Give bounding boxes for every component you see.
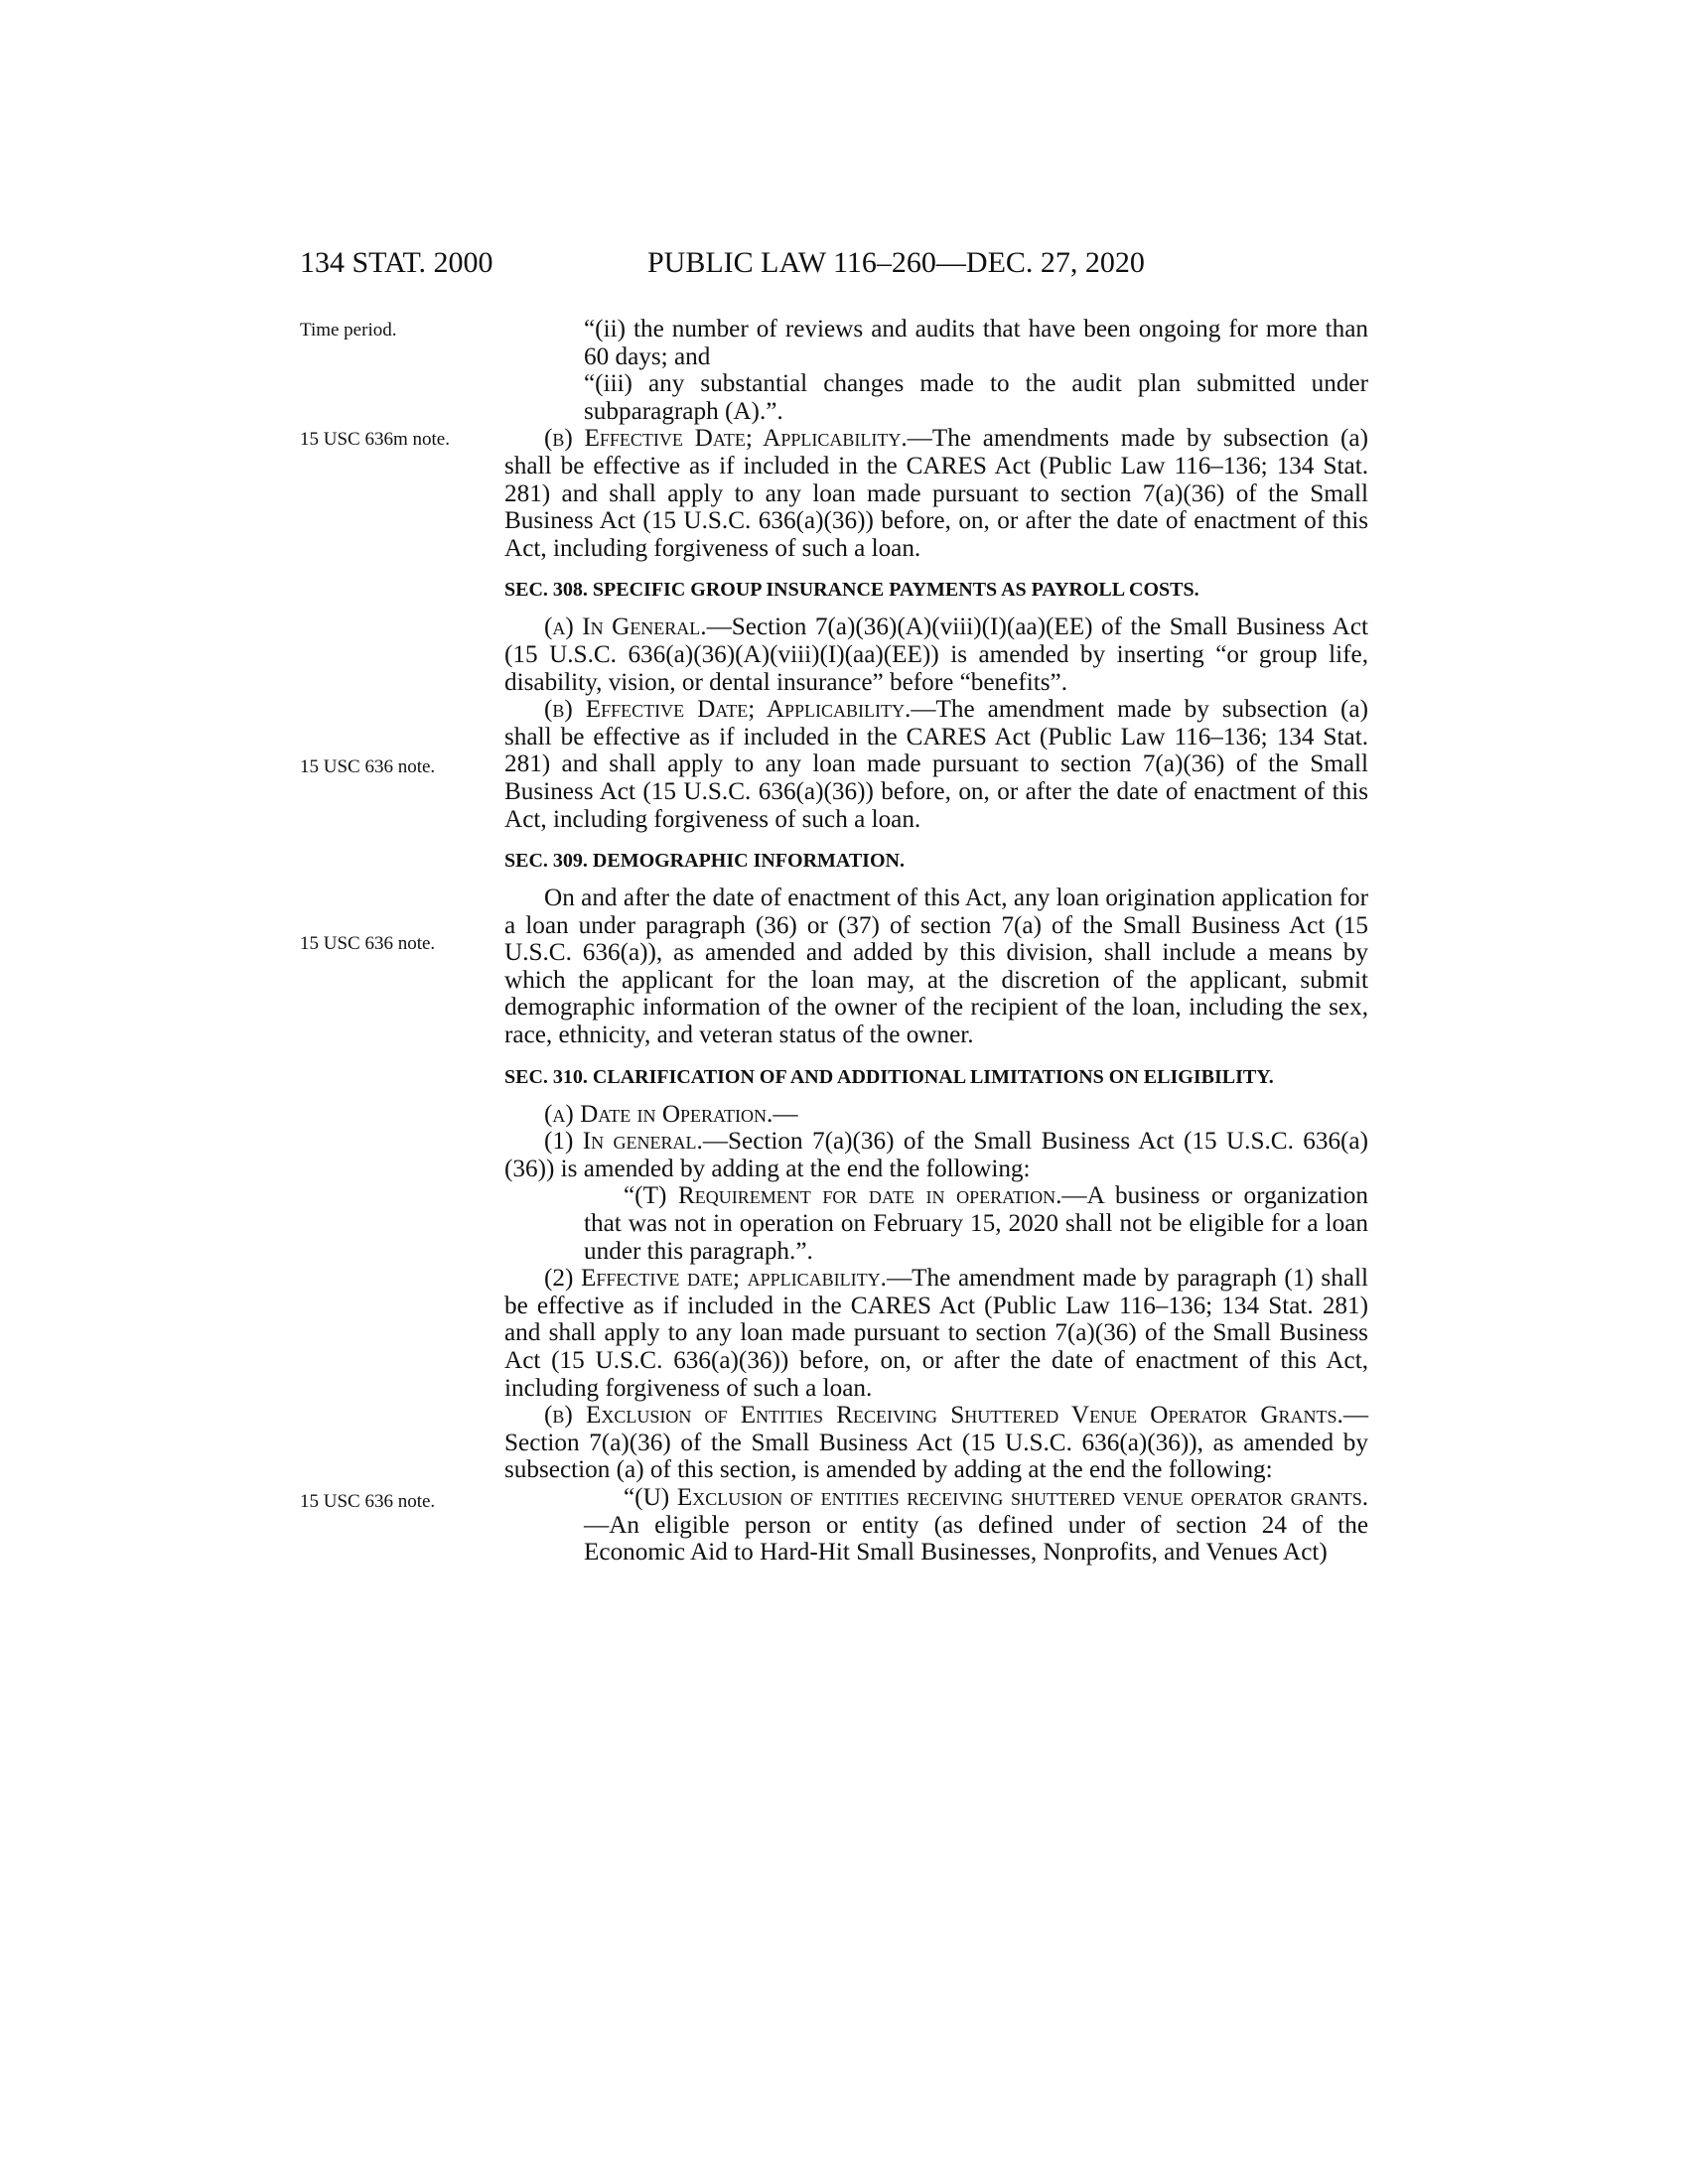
s309-text: On and after the date of enactment of this Act, any loan origination application for a loan under paragraph (36) or (37) of section 7(a) of the Small Business Act (15 U.S.C. 636(a)), as amended and added by this division, shall include a means by which the applicant for the loan may, at the discretion of the applicant, submit demographic information of the owner of the recipient of the loan, including the sex, race, ethnicity, and veteran status of the owner. (504, 885, 1368, 1049)
margin-note-636m: 15 USC 636m note. (300, 429, 450, 450)
s310-a-1: (1) In general.—Section 7(a)(36) of the Small Business Act (15 U.S.C. 636(a)(36)) is amended by adding at the end the following: (504, 1128, 1368, 1182)
stat-page-number: 134 STAT. 2000 (300, 246, 493, 279)
s310-subsection-a: (a) Date in Operation.— (544, 1100, 798, 1128)
s310-T: “(T) Requirement for date in operation.—A business or organization that was not in operation on February 15, 2020 shall not be eligible for a loan under this paragraph.”. (584, 1182, 1368, 1265)
s310-a-2: (2) Effective date; applicability.—The amendment made by paragraph (1) shall be effective as if included in the CARES Act (Public Law 116–136; 134 Stat. 281) and shall apply to any loan made pursuant to section 7(a)(36) of the Small Business Act (15 U.S.C. 636(a)(36)) before, on, or after the date of enactment of this Act, including forgiveness of such a loan. (504, 1265, 1368, 1402)
section-309-heading: SEC. 309. DEMOGRAPHIC INFORMATION. (504, 850, 905, 873)
section-310-heading: SEC. 310. CLARIFICATION OF AND ADDITIONAL LIMITATIONS ON ELIGIBILITY. (504, 1065, 1274, 1088)
public-law-title: PUBLIC LAW 116–260—DEC. 27, 2020 (647, 246, 1145, 279)
margin-note-636-b: 15 USC 636 note. (300, 933, 436, 954)
margin-note-636-c: 15 USC 636 note. (300, 1491, 436, 1512)
section-308-heading: SEC. 308. SPECIFIC GROUP INSURANCE PAYMENTS AS PAYROLL COSTS. (504, 579, 1199, 602)
paragraph-ii: “(ii) the number of reviews and audits that have been ongoing for more than 60 days; and (584, 316, 1368, 370)
s310-U: “(U) Exclusion of entities receiving shuttered venue operator grants.—An eligible person or entity (as defined under of section 24 of the Economic Aid to Hard-Hit Small Businesses, Nonprofits, and Venues Act) (584, 1483, 1368, 1567)
paragraph-effective-date: (b) Effective Date; Applicability.—The amendments made by subsection (a) shall be effective as if included in the CARES Act (Public Law 116–136; 134 Stat. 281) and shall apply to any loan made pursuant to section 7(a)(36) of the Small Business Act (15 U.S.C. 636(a)(36)) before, on, or after the date of enactment of this Act, including forgiveness of such a loan. (504, 425, 1368, 562)
s310-subsection-b: (b) Exclusion of Entities Receiving Shuttered Venue Operator Grants.—Section 7(a)(36) of the Small Business Act (15 U.S.C. 636(a)(36)), as amended by subsection (a) of this section, is amended by adding at the end the following: (504, 1402, 1368, 1484)
document-body (504, 316, 1368, 1567)
s308-subsection-a: (a) In General.—Section 7(a)(36)(A)(viii)(I)(aa)(EE) of the Small Business Act (15 U.S.C. 636(a)(36)(A)(viii)(I)(aa)(EE)) is amended by inserting “or group life, disability, vision, or dental insurance” before “benefits”. (504, 614, 1368, 696)
paragraph-iii: “(iii) any substantial changes made to the audit plan submitted under subparagraph (A).”. (584, 370, 1368, 425)
margin-note-time-period: Time period. (300, 320, 397, 341)
s308-subsection-b: (b) Effective Date; Applicability.—The amendment made by subsection (a) shall be effective as if included in the CARES Act (Public Law 116–136; 134 Stat. 281) and shall apply to any loan made pursuant to section 7(a)(36) of the Small Business Act (15 U.S.C. 636(a)(36)) before, on, or after the date of enactment of this Act, including forgiveness of such a loan. (504, 696, 1368, 833)
running-header (300, 246, 1369, 286)
margin-note-636-a: 15 USC 636 note. (300, 756, 436, 777)
